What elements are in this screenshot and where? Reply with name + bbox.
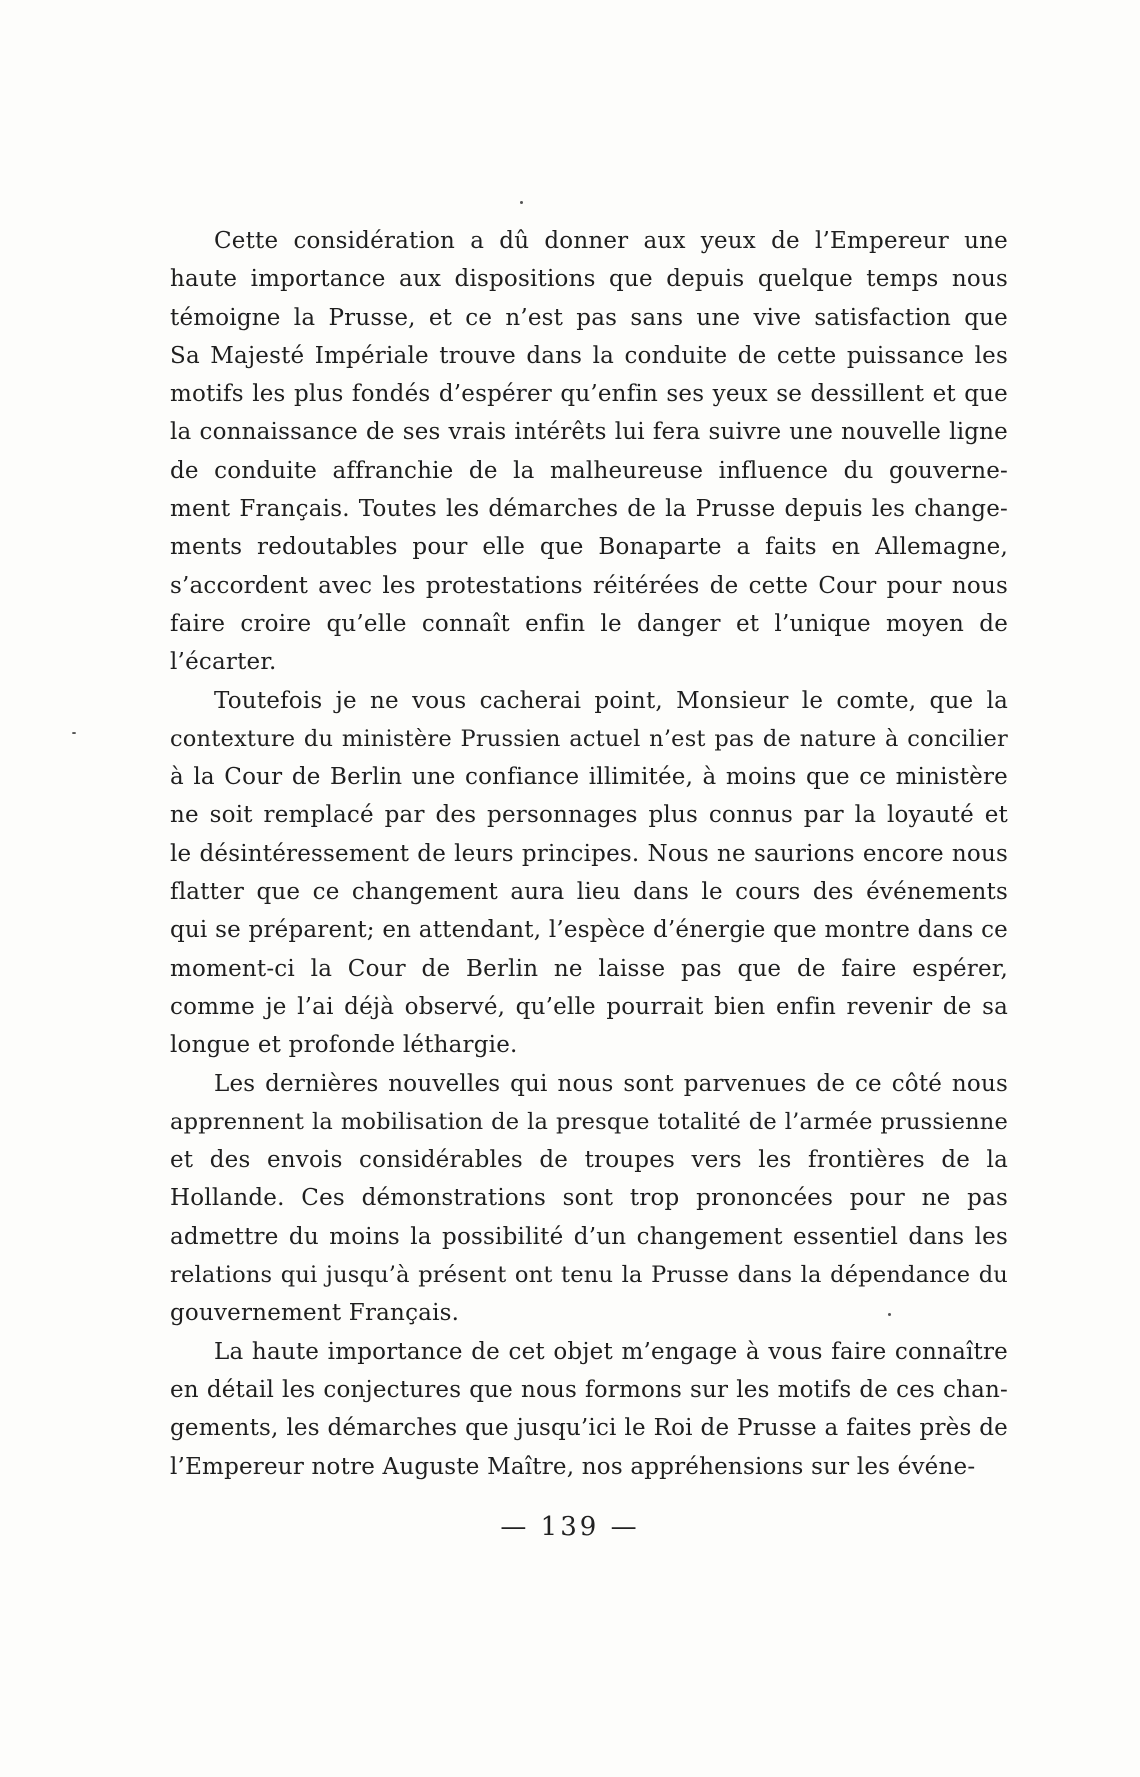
text-line: ne soit remplacé par des personnages plus connus par la loyauté et xyxy=(170,802,1008,829)
text-line: le désintéressement de leurs principes. Nous ne saurions encore nous xyxy=(170,840,1008,867)
text-line: la connaissance de ses vrais intérêts lui fera suivre une nouvelle ligne xyxy=(170,419,1008,446)
text-line: l’écarter. xyxy=(170,649,277,676)
text-line: relations qui jusqu’à présent ont tenu la Prusse dans la dépendance du xyxy=(170,1262,1008,1289)
text-line: et des envois considérables de troupes vers les frontières de la xyxy=(170,1147,1008,1174)
text-line: longue et profonde léthargie. xyxy=(170,1032,518,1059)
text-line: Hollande. Ces démonstrations sont trop prononcées pour ne pas xyxy=(170,1185,1008,1212)
text-line: à la Cour de Berlin une confiance illimitée, à moins que ce ministère xyxy=(170,764,1008,791)
body-text xyxy=(170,222,1008,1486)
text-line: ment Français. Toutes les démarches de la Prusse depuis les change- xyxy=(170,496,1008,523)
paragraph xyxy=(170,1333,1008,1486)
text-line: contexture du ministère Prussien actuel n’est pas de nature à concilier xyxy=(170,725,1008,752)
text-line: comme je l’ai déjà observé, qu’elle pourrait bien enfin revenir de sa xyxy=(170,993,1008,1020)
paragraph xyxy=(170,1065,1008,1333)
page-number: — 139 — xyxy=(500,1512,640,1542)
text-line: apprennent la mobilisation de la presque totalité de l’armée prussienne xyxy=(170,1108,1008,1135)
text-line: témoigne la Prusse, et ce n’est pas sans une vive satisfaction que xyxy=(170,304,1008,331)
text-line: Toutefois je ne vous cacherai point, Monsieur le comte, que la xyxy=(214,687,1008,714)
text-line: La haute importance de cet objet m’engage à vous faire connaître xyxy=(214,1338,1008,1365)
paragraph xyxy=(170,222,1008,682)
text-line: admettre du moins la possibilité d’un changement essentiel dans les xyxy=(170,1223,1008,1250)
text-line: de conduite affranchie de la malheureuse influence du gouverne- xyxy=(170,457,1008,484)
text-line: Sa Majesté Impériale trouve dans la conduite de cette puissance les xyxy=(170,342,1008,369)
text-line: en détail les conjectures que nous formons sur les motifs de ces chan- xyxy=(170,1376,1008,1403)
text-line: flatter que ce changement aura lieu dans le cours des événements xyxy=(170,879,1008,906)
text-line: motifs les plus fondés d’espérer qu’enfin ses yeux se dessillent et que xyxy=(170,381,1008,408)
text-line: qui se préparent; en attendant, l’espèce d’énergie que montre dans ce xyxy=(170,917,1008,944)
text-line: gements, les démarches que jusqu’ici le Roi de Prusse a faites près de xyxy=(170,1415,1008,1442)
text-line: faire croire qu’elle connaît enfin le danger et l’unique moyen de xyxy=(170,610,1008,637)
text-line: haute importance aux dispositions que depuis quelque temps nous xyxy=(170,266,1008,293)
text-line: s’accordent avec les protestations réitérées de cette Cour pour nous xyxy=(170,572,1008,599)
ink-speck xyxy=(72,732,76,734)
text-line: l’Empereur notre Auguste Maître, nos appréhensions sur les événe- xyxy=(170,1453,976,1480)
text-line: ments redoutables pour elle que Bonaparte a faits en Allemagne, xyxy=(170,534,1008,561)
text-line: Les dernières nouvelles qui nous sont parvenues de ce côté nous xyxy=(214,1070,1008,1097)
text-line: Cette considération a dû donner aux yeux de l’Empereur une xyxy=(214,228,1008,254)
ink-speck xyxy=(520,201,523,204)
text-line: gouvernement Français. xyxy=(170,1300,460,1327)
paragraph xyxy=(170,682,1008,1065)
text-line: moment-ci la Cour de Berlin ne laisse pas que de faire espérer, xyxy=(170,955,1008,982)
